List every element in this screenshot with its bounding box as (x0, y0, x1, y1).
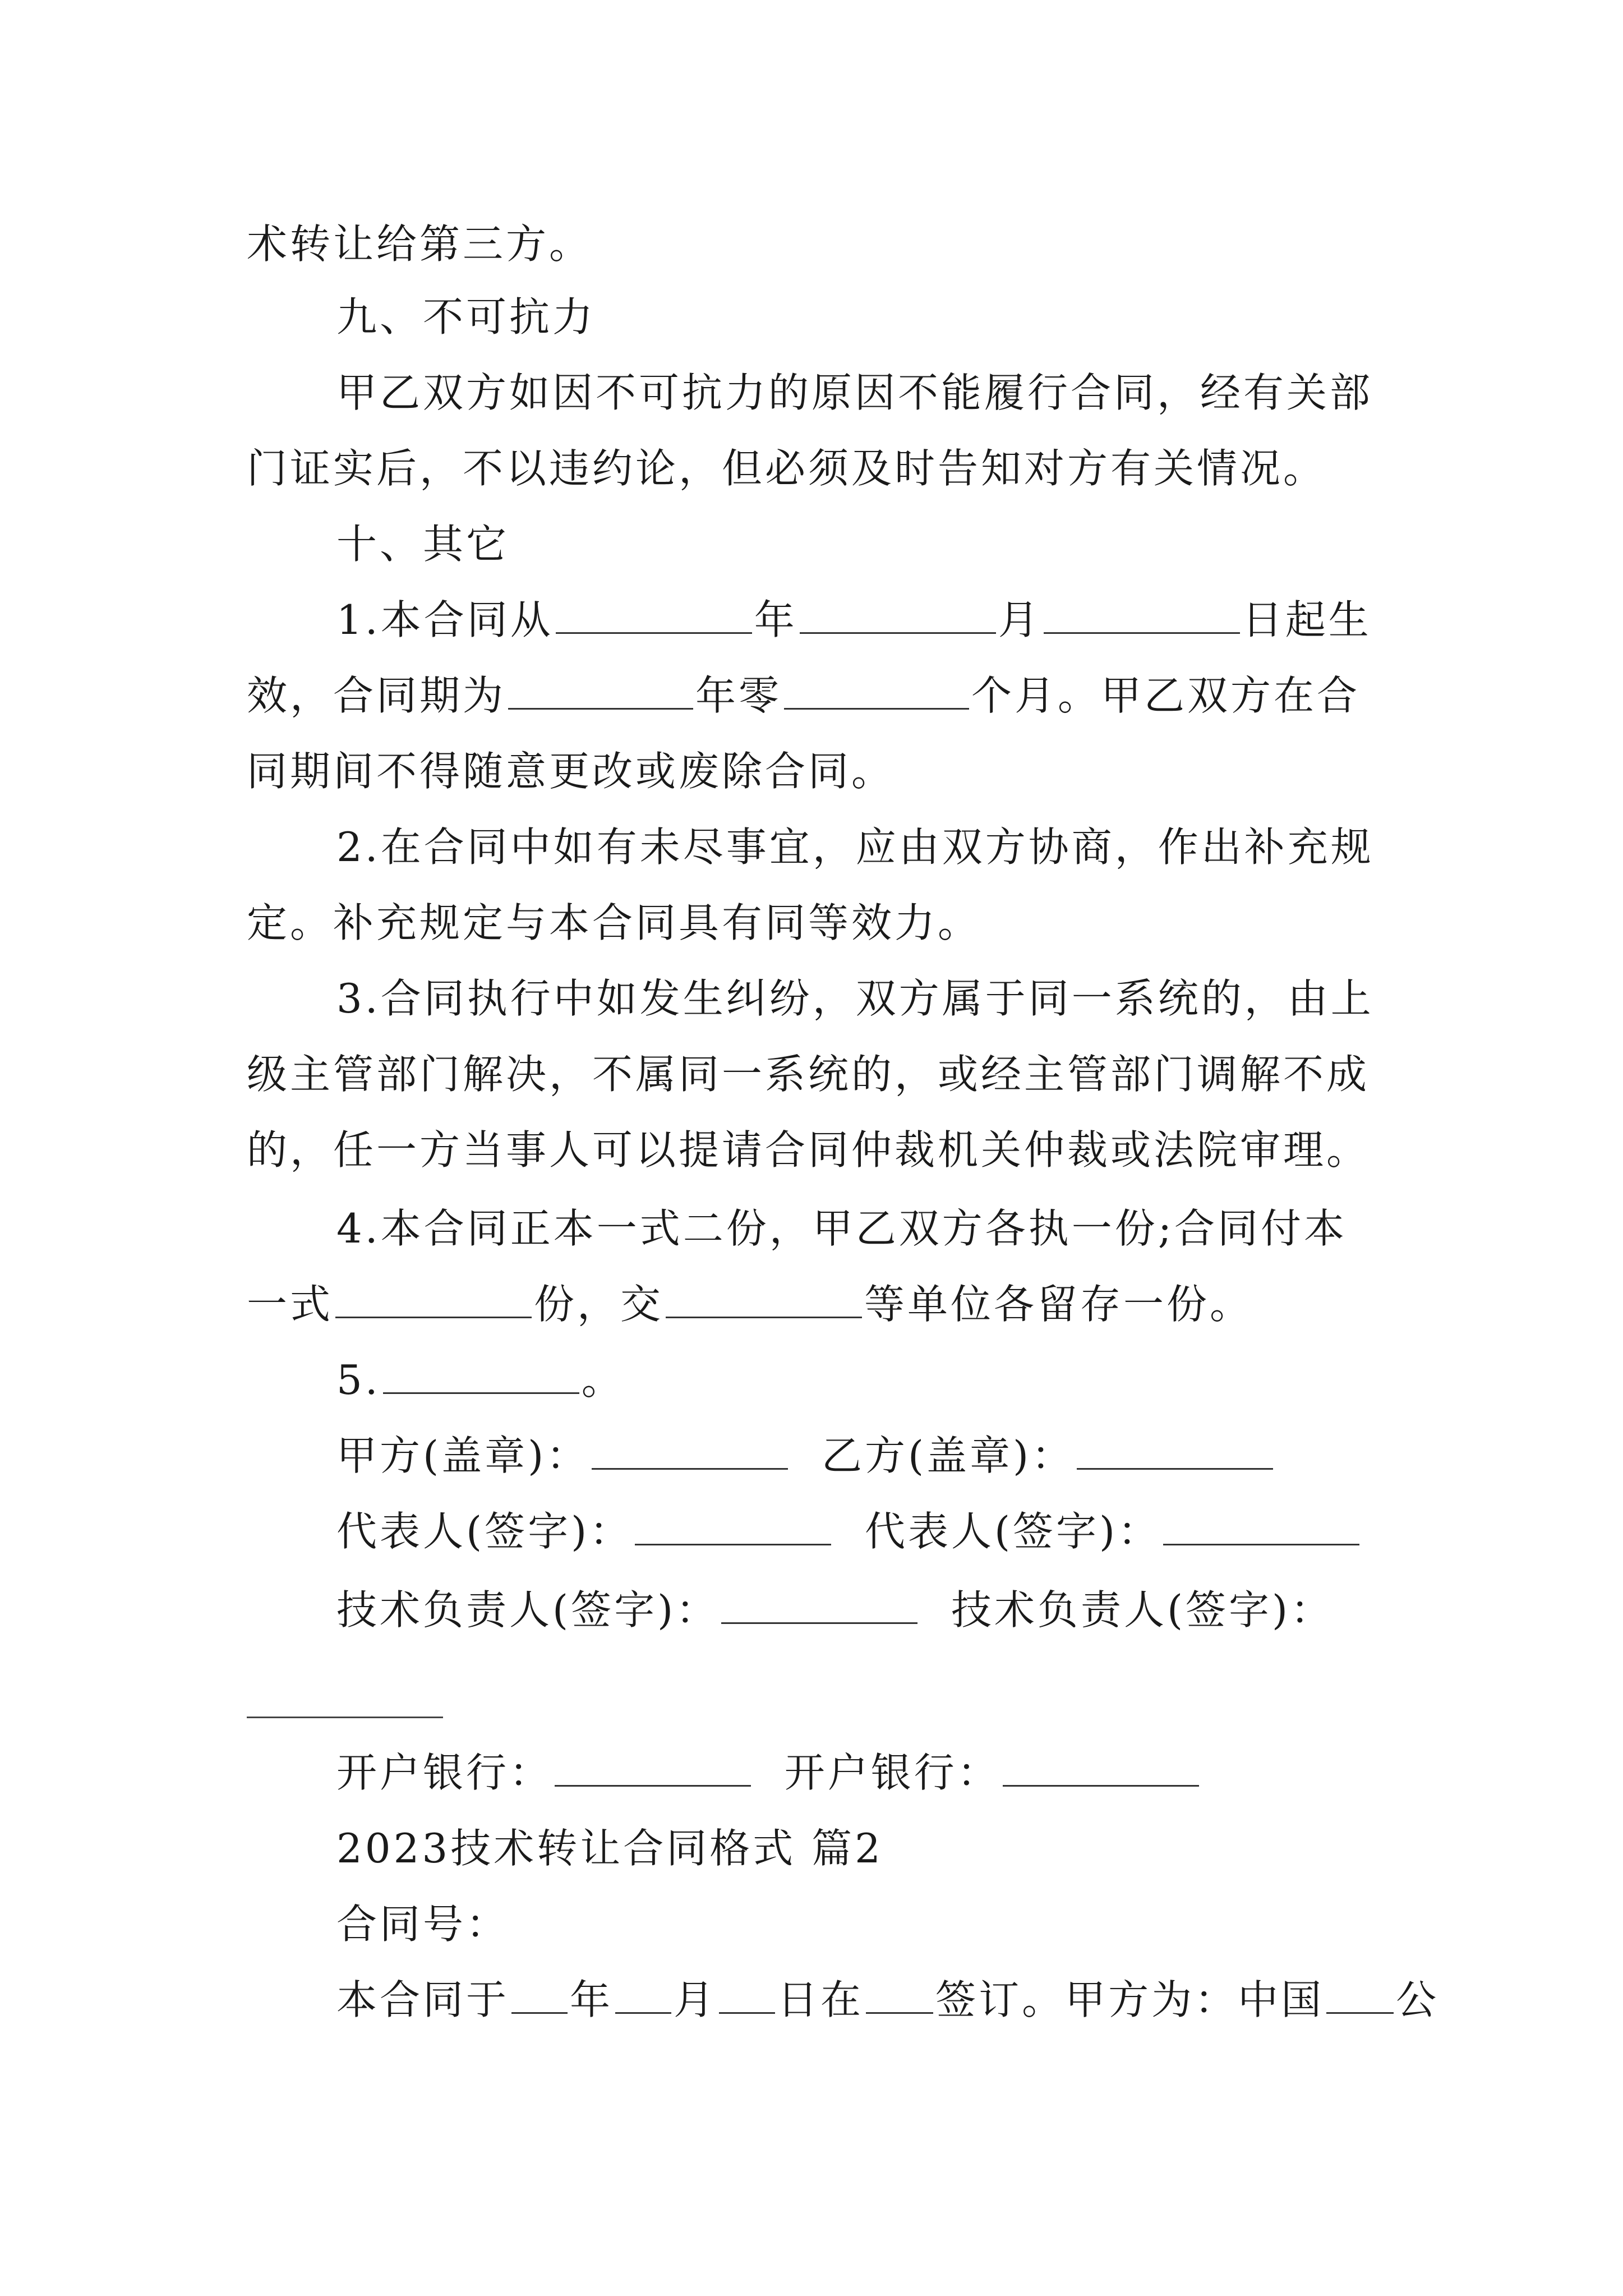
blank-field (1163, 1510, 1359, 1545)
section-title: 2023技术转让合同格式 篇2 (336, 1825, 883, 1872)
blank-field (508, 674, 693, 710)
clause-5-line: 5. 。 (336, 1356, 625, 1404)
clause-1-line: 1.本合同从 年 月 日起生 (336, 596, 1372, 643)
blank-field (555, 1751, 751, 1787)
text-line: 一式 份，交 等单位各留存一份。 (247, 1281, 1253, 1328)
text-line: 术转让给第三方。 (247, 220, 593, 268)
blank-field (592, 1434, 788, 1470)
contract-number-line: 合同号： (336, 1901, 510, 1948)
blank-field (247, 1717, 443, 1718)
text-line: 效，合同期为 年零 个月。甲乙双方在合 (247, 672, 1361, 719)
blank-field (635, 1510, 831, 1545)
clause-2-line: 2.在合同中如有未尽事宜，应由双方协商，作出补充规 (336, 823, 1374, 871)
signature-representative-line: 代表人(签字)： 代表人(签字)： (336, 1503, 1362, 1559)
text-line: 级主管部门解决，不属同一系统的，或经主管部门调解不成 (247, 1051, 1370, 1098)
blank-field (866, 1978, 933, 2014)
text-line: 本合同于 年 月 日在 签订。甲方为：中国 公 (336, 1976, 1440, 2023)
blank-field (784, 674, 969, 710)
blank-field (556, 599, 752, 634)
blank-field (719, 1978, 775, 2014)
blank-field (615, 1978, 671, 2014)
section-heading-force-majeure: 九、不可抗力 (336, 293, 596, 341)
blank-field (1326, 1978, 1394, 2014)
blank-field (1044, 599, 1240, 634)
blank-field (383, 1359, 579, 1394)
text-line: 甲乙双方如因不可抗力的原因不能履行合同，经有关部 (336, 369, 1373, 416)
text-line: 的，任一方当事人可以提请合同仲裁机关仲裁或法院审理。 (247, 1126, 1370, 1174)
signature-seal-line: 甲方(盖章)： 乙方(盖章)： (336, 1428, 1275, 1484)
section-heading-other: 十、其它 (336, 521, 510, 568)
signature-tech-lead-line: 技术负责人(签字)： 技术负责人(签字)： (336, 1586, 1334, 1634)
bank-line: 开户银行： 开户银行： (336, 1745, 1201, 1801)
clause-4-line: 4.本合同正本一式二份，甲乙双方各执一份;合同付本 (336, 1205, 1347, 1252)
blank-field (335, 1283, 532, 1318)
blank-field (511, 1978, 568, 2014)
text-line: 同期间不得随意更改或废除合同。 (247, 748, 895, 795)
blank-field (1077, 1434, 1273, 1470)
text-line: 门证实后，不以违约论，但必须及时告知对方有关情况。 (247, 445, 1327, 492)
blank-field (721, 1589, 917, 1624)
blank-field (800, 599, 996, 634)
text-line: 定。补充规定与本合同具有同等效力。 (247, 899, 981, 946)
clause-3-line: 3.合同执行中如发生纠纷，双方属于同一系统的，由上 (336, 975, 1374, 1022)
blank-field (666, 1283, 862, 1318)
blank-field (1003, 1751, 1199, 1787)
